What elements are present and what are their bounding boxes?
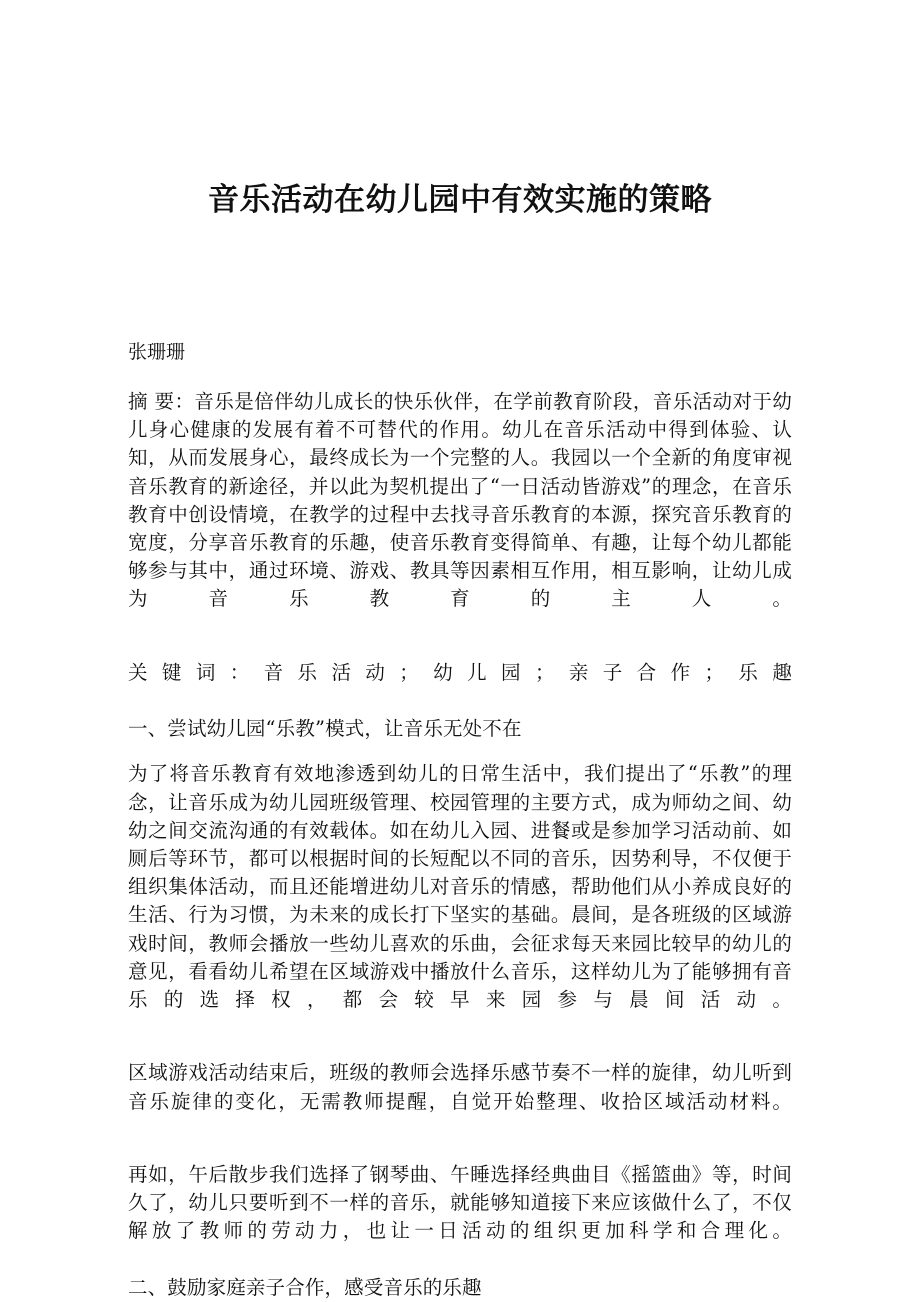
section-heading-1: 一、尝试幼儿园“乐教”模式，让音乐无处不在 <box>128 717 522 741</box>
abstract-paragraph: 摘 要：音乐是倍伴幼儿成长的快乐伙伴，在学前教育阶段，音乐活动对于幼儿身心健康的发展有着不可替代的作用。幼儿在音乐活动中得到体验、认知，从而发展身心，最终成长为一个完整的人。我园以一个全新的角度审视音乐教育的新途径，并以此为契机提出了“一日活动皆游戏”的理念，在音乐教育中创设情境，在教学的过程中去找寻音乐教育的本源，探究音乐教育的宽度，分享音乐教育的乐趣，使音乐教育变得简单、有趣，让每个幼儿都能够参与其中，通过环境、游戏、教具等因素相互作用，相互影响，让幼儿成为音乐教育的主人。 <box>128 390 792 611</box>
section-heading-2: 二、鼓励家庭亲子合作，感受音乐的乐趣 <box>128 1275 482 1299</box>
page-title: 音乐活动在幼儿园中有效实施的策略 <box>208 182 712 218</box>
document-content <box>128 0 792 1302</box>
keywords-line: 关键词：音乐活动；幼儿园；亲子合作；乐趣 <box>128 660 792 684</box>
section-1-paragraph-1: 为了将音乐教育有效地渗透到幼儿的日常生活中，我们提出了“乐教”的理念，让音乐成为幼儿园班级管理、校园管理的主要方式，成为师幼之间、幼幼之间交流沟通的有效载体。如在幼儿入园、进餐或是参加学习活动前、如厕后等环节，都可以根据时间的长短配以不同的音乐，因势利导，不仅便于组织集体活动，而且还能增进幼儿对音乐的情感，帮助他们从小养成良好的生活、行为习惯，为未来的成长打下坚实的基础。晨间，是各班级的区域游戏时间，教师会播放一些幼儿喜欢的乐曲，会征求每天来园比较早的幼儿的意见，看看幼儿希望在区域游戏中播放什么音乐，这样幼儿为了能够拥有音乐的选择权，都会较早来园参与晨间活动。 <box>128 762 792 1012</box>
author-name: 张珊珊 <box>128 341 186 363</box>
section-1-paragraph-2: 区域游戏活动结束后，班级的教师会选择乐感节奏不一样的旋律，幼儿听到音乐旋律的变化，无需教师提醒，自觉开始整理、收拾区域活动材料。 <box>128 1061 792 1113</box>
section-1-paragraph-3: 再如，午后散步我们选择了钢琴曲、午睡选择经典曲目《摇篮曲》等，时间久了，幼儿只要听到不一样的音乐，就能够知道接下来应该做什么了，不仅解放了教师的劳动力，也让一日活动的组织更加科学和合理化。 <box>128 1163 792 1243</box>
